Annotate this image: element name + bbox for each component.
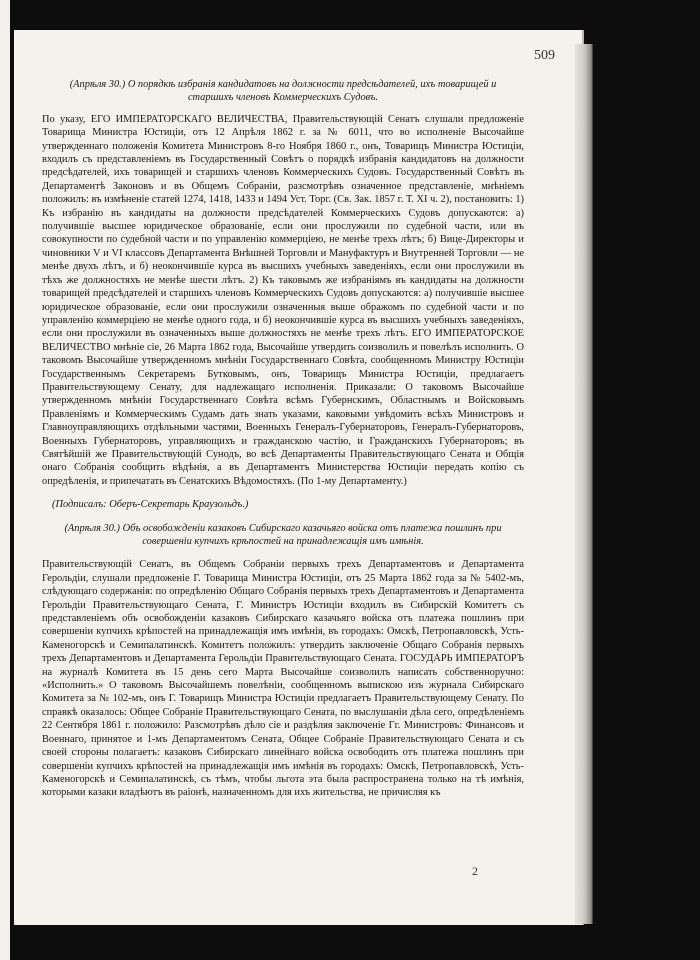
section-header-2: (Апрѣля 30.) Объ освобожденіи казаковъ Сибирскаго казачьяго войска отъ платежа пошлинъ при совершеніи купчихъ крѣпостей на принадлежащія имъ имѣнія. <box>64 522 502 547</box>
page-number: 509 <box>534 48 555 63</box>
signature-line: (Подписалъ: Оберъ-Секретарь Краузольдъ.) <box>52 499 249 511</box>
section-body-2: Правительствующій Сенатъ, въ Общемъ Собраніи первыхъ трехъ Департаментовъ и Департамента Герольдіи, слушали предложеніе Г. Товарища Министра Юстиціи, отъ 25 Марта 1862 года за № 5402-мъ, слѣдующаго содержанія: по опредѣленію Общаго Собранія первыхъ трехъ Департаментовъ и Департамента Герольдіи Правительствующаго Сената, Г. Министръ Юстиціи входилъ въ Сибирскій Комитетъ съ представленіемъ объ освобожденіи казаковъ Сибирскаго казачьяго войска отъ платежа пошлинъ при совершеніи купчихъ крѣпостей на принадлежащія имъ имѣнія, въ городахъ: Омскѣ, Петропавловскѣ, Усть-Каменогорскѣ и Семипалатинскѣ. Комитетъ положилъ: утвердить заключеніе Общаго Собранія первыхъ трехъ Департаментовъ и Департамента Герольдіи Правительствующаго Сената. ГОСУДАРЬ ИМПЕРАТОРЪ на журналѣ Комитета въ 15 день сего Марта Высочайше соизволилъ написать собственноручно: «Исполнить.» О таковомъ Высочайшемъ повелѣніи, сообщенномъ выпискою изъ журнала Сибирскаго Комитета за № 102-мъ, онъ Г. Товарищъ Министра Юстиціи предлагаетъ Правительствующему Сенату. По справкѣ оказалось: Общее Собраніе Правительствующаго Сената, по выслушаніи дѣла сего, опредѣленіемъ 22 Сентября 1861 г. положило: Разсмотрѣвъ дѣло сіе и раздѣляя заключеніе Гг. Министровъ: Финансовъ и Военнаго, принятое и 1-мъ Департаментомъ Сената, Общее Собраніе Правительствующаго Сената и съ своей стороны полагаетъ: казаковъ Сибирскаго линейнаго войска освободить отъ платежа пошлинъ при совершеніи купчихъ крѣпостей на принадлежащія имъ имѣнія въ городахъ: Омскѣ, Петропавловскѣ, Усть-Каменогорскѣ и Семипалатинскѣ, съ тѣмъ, чтобы льгота эта была распространена только на тѣ имѣнія, которыми казаки владѣютъ въ раіонѣ, назначенномъ для ихъ жительства, не причисляя къ <box>42 559 524 799</box>
section-body-1: По указу, ЕГО ИМПЕРАТОРСКАГО ВЕЛИЧЕСТВА, Правительствующій Сенатъ слушали предложеніе Товарища Министра Юстиціи, отъ 12 Апрѣля 1862 г. за № 6011, что во исполненіе Высочайше утвержденнаго положенія Комитета Министровъ 8-го Ноября 1860 г., онъ, Товарищъ Министра Юстиціи, входилъ съ представленіемъ въ Государственный Совѣтъ о порядкѣ избранія кандидатовъ на должности предсѣдателей, ихъ товарищей и старшихъ членовъ Коммерческихъ Судовъ. Государственный Совѣтъ въ Департаментѣ Законовъ и въ Общемъ Собраніи, разсмотрѣвъ означенное представленіе, мнѣніемъ положилъ: въ измѣненіе статей 1274, 1418, 1433 и 1494 Уст. Торг. (Св. Зак. 1857 г. Т. XI ч. 2), постановить: 1) Къ избранію въ кандидаты на должности предсѣдателей Коммерческихъ Судовъ допускаются: а) получившіе высшее юридическое образованіе, если они прослужили по судебной части, или въ совокупности по судебной части и по управленію коммерціею, не менѣе трехъ лѣтъ; б) Вице-Директоры и чиновники V и VI классовъ Департамента Внѣшней Торговли и Мануфактуръ и Внутренней Торговли — не менѣе двухъ лѣтъ, и б) неокончившіе курса въ высшихъ учебныхъ заведеніяхъ, если они прослужили въ тѣхъ же должностяхъ не менѣе шести лѣтъ. 2) Къ таковымъ же избраніямъ въ кандидаты на должности товарищей предсѣдателей и старшихъ членовъ Коммерческихъ Судовъ допускаются: а) получившіе высшее юридическое образованіе, если они прослужили означенныя выше ображомъ по судебной части и по управленію коммерціею не менѣе одного года, и б) неокончившіе курса въ высшихъ учебныхъ заведеніяхъ, если они прослужили въ означенныхъ выше должностяхъ не менѣе трехъ лѣтъ. ЕГО ИМПЕРАТОРСКОЕ ВЕЛИЧЕСТВО мнѣніе сіе, 26 Марта 1862 года, Высочайше утвердить соизволилъ и повелѣлъ исполнить. О таковомъ Высочайше утвержденномъ мнѣніи Государственнаго Совѣта, сообщенномъ Министру Юстиціи Государственнымъ Секретаремъ Бутковымъ, онъ, Товарищъ Министра Юстиціи, предлагаетъ Правительствующему Сенату, для надлежащаго исполненія. Приказали: О таковомъ Высочайше утвержденномъ мнѣніи Государственнаго Совѣта всѣмъ Губернскимъ, Областнымъ и Войсковымъ Правленіямъ и Коммерческимъ Судамъ дать знать указами, каковыми увѣдомить всѣхъ Министровъ и Главноуправляющихъ отдѣльными частями, Военныхъ Генералъ-Губернаторовъ, Генералъ-Губернаторовъ, Военныхъ Губернаторовъ, управляющихъ и гражданскою частію, и Гражданскихъ Губернаторовъ; въ Святѣйшій же Правительствующій Сунодъ, во всѣ Департаменты Правительствующаго Сената и Общія онаго Собранія сообщить вѣдѣнія, а въ Департаментъ Министерства Юстиціи передать копію съ опредѣленія, и припечатать въ Сенатскихъ Вѣдомостяхъ. (По 1-му Департаменту.) <box>42 113 524 487</box>
page-text <box>42 78 524 800</box>
page-edge-shadow <box>575 44 593 924</box>
section-header-1: (Апрѣля 30.) О порядкѣ избранія кандидатовъ на должности предсѣдателей, ихъ товарищей и старшихъ членовъ Коммерческихъ Судовъ. <box>69 79 497 104</box>
previous-page-edge <box>0 0 10 960</box>
document-page <box>14 30 584 925</box>
signature-mark: 2 <box>472 864 478 878</box>
